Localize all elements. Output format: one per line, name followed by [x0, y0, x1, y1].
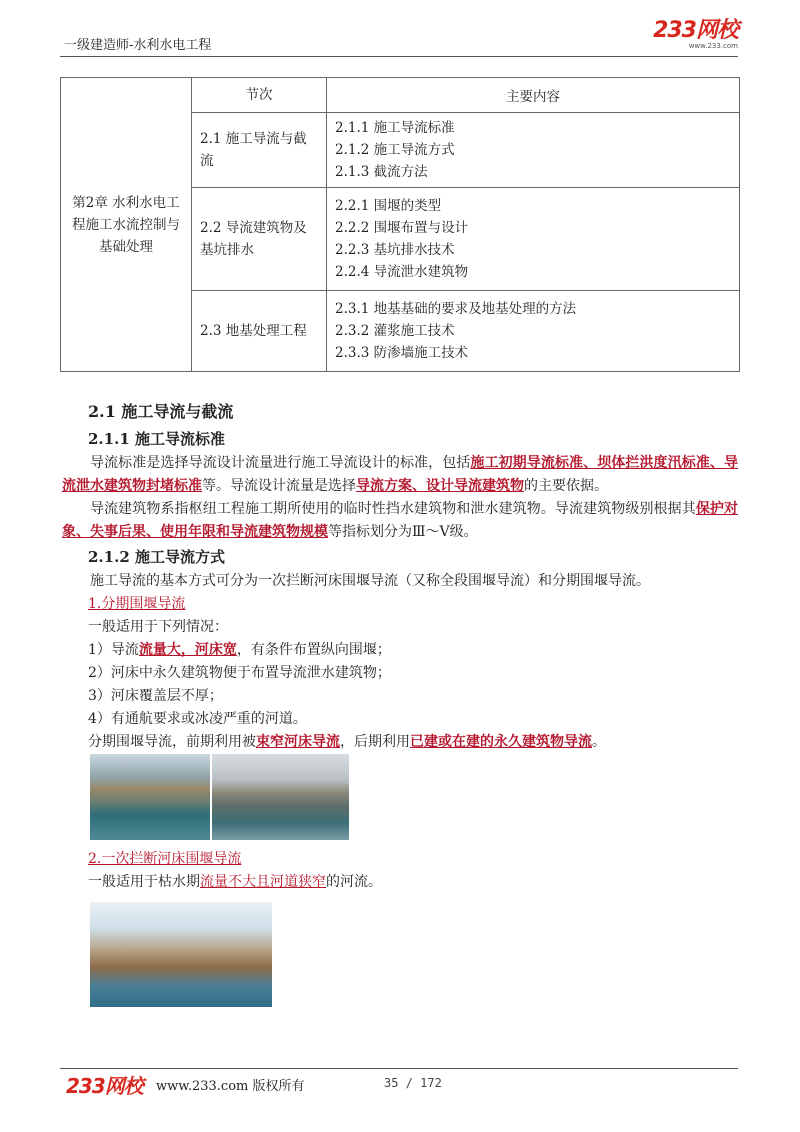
- table-header-row: [61, 78, 740, 113]
- content-column-header: 主要内容: [327, 78, 740, 113]
- highlight-text: 施工初期导流标准、坝体拦洪度汛标准、导流泄水建筑物封堵标准: [62, 455, 739, 494]
- highlight-text: 束窄河床导流: [256, 734, 340, 750]
- header-title: 一级建造师-水利水电工程: [64, 38, 212, 53]
- text: 1）导流: [88, 642, 139, 658]
- subsection-heading: 2.1.1 施工导流标准: [88, 430, 225, 448]
- list-item: 2.3.3 防渗墙施工技术: [335, 345, 469, 361]
- text: 的主要依据。: [524, 478, 608, 494]
- text: 等指标划分为Ⅲ～Ⅴ级。: [328, 524, 478, 540]
- paragraph: [62, 498, 738, 544]
- list-item: 2.1.1 施工导流标准: [335, 120, 455, 136]
- highlight-text: 流量不大且河道狭窄: [200, 874, 326, 890]
- list-item: 2.2.2 围堰布置与设计: [335, 220, 469, 236]
- chapter-cell: 第2章 水利水电工程施工水流控制与基础处理: [61, 78, 192, 372]
- footer-copyright: www.233.com 版权所有: [156, 1079, 305, 1094]
- list-item: 4）有通航要求或冰凌严重的河道。: [88, 711, 307, 727]
- text: 导流标准是选择导流设计流量进行施工导流设计的标准，包括: [90, 455, 471, 471]
- list-item: [62, 639, 738, 662]
- highlight-text: 保护对象、失事后果、使用年限和导流建筑物规模: [62, 501, 739, 540]
- list-item: 3）河床覆盖层不厚；: [88, 688, 223, 704]
- river-photo: [90, 902, 272, 1007]
- section-cell: 2.2 导流建筑物及基坑排水: [192, 188, 327, 291]
- section-body: [62, 394, 738, 754]
- list-item: 2.3.2 灌浆施工技术: [335, 323, 455, 339]
- highlight-text: 导流方案、设计导流建筑物: [356, 478, 524, 494]
- paragraph: [62, 871, 738, 894]
- list-item: 2.2.3 基坑排水技术: [335, 242, 455, 258]
- text: 导流建筑物系指枢纽工程施工期所使用的临时性挡水建筑物和泄水建筑物。导流建筑物级别根据其: [90, 501, 696, 517]
- highlight-text: 已建或在建的永久建筑物导流: [410, 734, 592, 750]
- list-item: 2.3.1 地基基础的要求及地基处理的方法: [335, 301, 577, 317]
- content-cell: [327, 188, 740, 291]
- section-heading: 2.1 施工导流与截流: [88, 402, 234, 421]
- list-item: 2.1.2 施工导流方式: [335, 142, 455, 158]
- section-cell: 2.1 施工导流与截流: [192, 113, 327, 188]
- paragraph: 施工导流的基本方式可分为一次拦断河床围堰导流（又称全段围堰导流）和分期围堰导流。: [90, 573, 650, 589]
- list-item: 2.2.4 导流泄水建筑物: [335, 264, 469, 280]
- list-item: 2.2.1 围堰的类型: [335, 198, 442, 214]
- highlight-text: 流量大，河床宽: [138, 642, 237, 658]
- content-cell: [327, 291, 740, 372]
- content-cell: [327, 113, 740, 188]
- chapter-outline-table: [60, 77, 740, 372]
- section-body-continued: [62, 848, 738, 894]
- paragraph: [62, 452, 738, 498]
- text: ，有条件布置纵向围堰；: [236, 642, 391, 658]
- footer-logo: 233网校: [66, 1074, 143, 1098]
- paragraph: [62, 731, 738, 754]
- list-item: 2.1.3 截流方法: [335, 164, 428, 180]
- logo-text: 233网校: [653, 18, 738, 43]
- dam-photo-left: [90, 754, 210, 840]
- text: 。: [592, 734, 606, 750]
- header-divider: [60, 56, 738, 57]
- dam-photo-right: [212, 754, 349, 840]
- text: 分期围堰导流，前期利用被: [88, 734, 256, 750]
- footer-divider: [60, 1068, 738, 1069]
- logo-url: www.233.com: [688, 42, 738, 50]
- paragraph: 一般适用于下列情况：: [88, 619, 228, 635]
- text: ，后期利用: [340, 734, 410, 750]
- list-item: 2）河床中永久建筑物便于布置导流泄水建筑物；: [88, 665, 391, 681]
- subsection-heading: 2.1.2 施工导流方式: [88, 548, 225, 566]
- topic-title: 2.一次拦断河床围堰导流: [88, 851, 242, 867]
- page-number: 35 / 172: [384, 1076, 442, 1090]
- text: 的河流。: [326, 874, 382, 890]
- text: 一般适用于枯水期: [88, 874, 200, 890]
- section-cell: 2.3 地基处理工程: [192, 291, 327, 372]
- section-column-header: 节次: [192, 78, 327, 113]
- brand-logo: [653, 20, 738, 50]
- topic-title: 1.分期围堰导流: [88, 596, 186, 612]
- text: 等。导流设计流量是选择: [202, 478, 356, 494]
